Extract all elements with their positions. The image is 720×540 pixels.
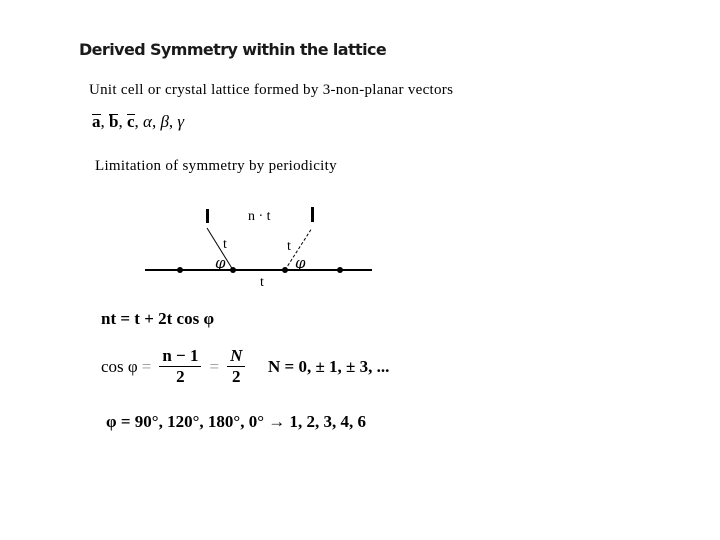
angle-gamma: γ xyxy=(177,112,185,131)
new-lattice-point-left xyxy=(206,209,209,223)
phi-label-right: φ xyxy=(295,254,306,272)
angle-alpha: α xyxy=(143,112,152,131)
t-label-right: t xyxy=(287,239,291,254)
periodicity-heading: Limitation of symmetry by periodicity xyxy=(95,158,337,174)
lattice-point xyxy=(337,267,343,273)
lattice-parameters: a, b, c, α, β, γ xyxy=(92,112,185,131)
t-label-left: t xyxy=(223,237,227,252)
t-label-bottom: t xyxy=(260,275,264,290)
nt-label: n · t xyxy=(248,209,271,224)
angle-beta: β xyxy=(160,112,169,131)
phi-label-left: φ xyxy=(215,254,226,272)
lattice-point xyxy=(177,267,183,273)
equation-nt: nt = t + 2t cos φ xyxy=(101,309,215,328)
new-lattice-point-right xyxy=(311,207,314,222)
vector-b: b xyxy=(109,112,119,131)
vector-c: c xyxy=(126,112,135,131)
equation-cos: cos φ = $\frac{n - 1}{2}$ = $\frac{N}{2}$ xyxy=(101,346,249,387)
fraction-N: $\frac{N}{2}$ xyxy=(227,346,245,387)
page-title: Derived Symmetry within the lattice xyxy=(79,40,387,59)
equation-phi-map: φ = 90°, 120°, 180°, 0° → 1, 2, 3, 4, 6 xyxy=(106,412,366,431)
fraction-n-minus-1: $\frac{n - 1}{2}$ xyxy=(159,346,201,387)
vector-a: a xyxy=(92,112,101,131)
equation-N-values: N = 0, ± 1, ± 3, ... xyxy=(268,357,390,376)
lattice-description: Unit cell or crystal lattice formed by 3-non-planar vectors xyxy=(89,82,454,98)
